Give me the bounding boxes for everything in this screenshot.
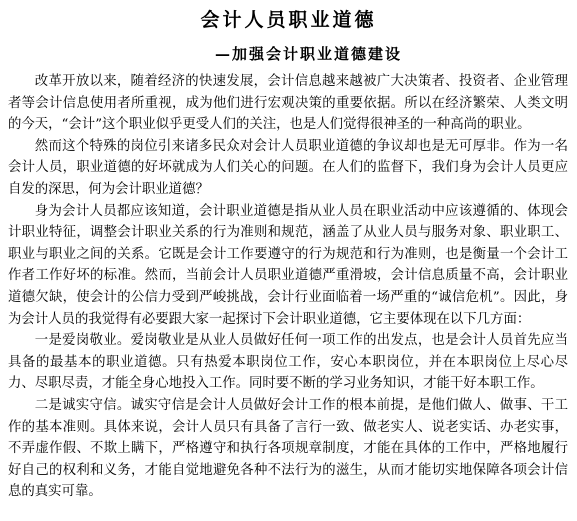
document-body <box>8 71 568 503</box>
paragraph-1: 改革开放以来，随着经济的快速发展，会计信息越来越被广大决策者、投资者、企业管理者等会计信息使用者所重视，成为他们进行宏观决策的重要依据。所以在经济繁荣、人类文明的今天，“会计”这个职业似乎更受人们的关注，也是人们觉得很神圣的一种高尚的职业。 <box>8 74 568 133</box>
paragraph-4: 一是爱岗敬业。爱岗敬业是从业人员做好任何一项工作的出发点，也是会计人员首先应当具备的最基本的职业道德。只有热爱本职岗位工作，安心本职岗位，并在本职岗位上尽心尽力、尽职尽责，才能全身心地投入工作。同时要不断的学习业务知识，才能干好本职工作。 <box>8 333 568 392</box>
paragraph-3: 身为会计人员都应该知道，会计职业道德是指从业人员在职业活动中应该遵循的、体现会计职业特征，调整会计职业关系的行为准则和规范，涵盖了从业人员与服务对象、职业职工、职业与职业之间的关系。它既是会计工作要遵守的行为规范和行为准则，也是衡量一个会计工作者工作好坏的标准。然而，当前会计人员职业道德严重滑坡，会计信息质量不高，会计职业道德欠缺，使会计的公信力受到严峻挑战，会计行业面临着一场严重的“诚信危机”。因此，身为会计人员的我觉得有必要跟大家一起探讨下会计职业道德，它主要体现在以下几方面： <box>8 203 568 327</box>
document-title: 会计人员职业道德 <box>200 9 377 31</box>
paragraph-5: 二是诚实守信。诚实守信是会计人员做好会计工作的根本前提，是他们做人、做事、干工作的基本准则。具体来说，会计人员只有具备了言行一致、做老实人、说老实话、办老实事，不弄虚作假、不欺上瞒下，严格遵守和执行各项规章制度，才能在具体的工作中，严格地履行好自己的权利和义务，才能自觉地避免各种不法行为的滋生，从而才能切实地保障各项会计信息的真实可靠。 <box>8 397 568 500</box>
document-subtitle: —加强会计职业道德建设 <box>214 45 402 63</box>
paragraph-2: 然而这个特殊的岗位引来诸多民众对会计人员职业道德的争议却也是无可厚非。作为一名会计人员，职业道德的好坏就成为人们关心的问题。在人们的监督下，我们身为会计人员更应自发的深思，何为会计职业道德？ <box>8 138 568 197</box>
